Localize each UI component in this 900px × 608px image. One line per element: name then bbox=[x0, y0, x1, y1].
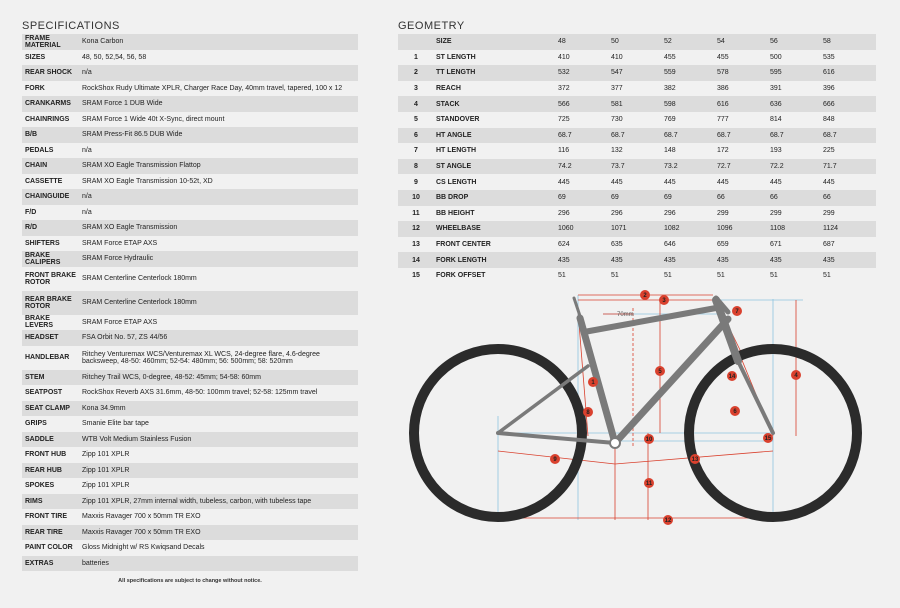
geometry-value: 68.7 bbox=[558, 128, 611, 144]
geometry-value: 435 bbox=[664, 252, 717, 268]
spec-value: SRAM Press-Fit 86.5 DUB Wide bbox=[79, 127, 358, 143]
geometry-value: 445 bbox=[770, 174, 823, 190]
specifications-table bbox=[22, 34, 358, 571]
spec-label: R/D bbox=[22, 220, 79, 236]
bottom-bracket bbox=[610, 438, 620, 448]
spec-label: SADDLE bbox=[22, 432, 79, 448]
geometry-row bbox=[398, 237, 876, 253]
spec-row bbox=[22, 346, 358, 370]
geometry-value: 730 bbox=[611, 112, 664, 128]
spec-row bbox=[22, 174, 358, 190]
spec-row bbox=[22, 509, 358, 525]
spec-label: CHAINRINGS bbox=[22, 112, 79, 128]
geometry-value: 547 bbox=[611, 65, 664, 81]
geometry-heading: GEOMETRY bbox=[398, 20, 465, 32]
geometry-row bbox=[398, 159, 876, 175]
spec-label: BRAKE LEVERS bbox=[22, 315, 79, 331]
geometry-row-number: 3 bbox=[398, 81, 434, 97]
callout-70mm: 70mm bbox=[617, 312, 634, 318]
bike-frame bbox=[498, 298, 773, 443]
geometry-value: 66 bbox=[823, 190, 876, 206]
geometry-row bbox=[398, 252, 876, 268]
spec-row bbox=[22, 447, 358, 463]
geometry-value: 532 bbox=[558, 65, 611, 81]
spec-label: SEAT CLAMP bbox=[22, 401, 79, 417]
bike-geometry-diagram bbox=[398, 286, 876, 526]
svg-text:6: 6 bbox=[733, 409, 737, 416]
geometry-value: 559 bbox=[664, 65, 717, 81]
spec-row bbox=[22, 540, 358, 556]
dimension-badge-3 bbox=[659, 295, 669, 305]
spec-label: FRONT TIRE bbox=[22, 509, 79, 525]
spec-label: B/B bbox=[22, 127, 79, 143]
geometry-value: 72.2 bbox=[770, 159, 823, 175]
geometry-value: 616 bbox=[717, 96, 770, 112]
geometry-label: BB DROP bbox=[434, 190, 558, 206]
svg-text:7: 7 bbox=[735, 309, 739, 316]
geometry-value: 377 bbox=[611, 81, 664, 97]
svg-text:3: 3 bbox=[662, 298, 666, 305]
geometry-value: 66 bbox=[717, 190, 770, 206]
spec-label: RIMS bbox=[22, 494, 79, 510]
spec-value: Gloss Midnight w/ RS Kwiqsand Decals bbox=[79, 540, 358, 556]
spec-row bbox=[22, 127, 358, 143]
spec-label: REAR HUB bbox=[22, 463, 79, 479]
svg-text:14: 14 bbox=[728, 374, 736, 381]
spec-value: Maxxis Ravager 700 x 50mm TR EXO bbox=[79, 509, 358, 525]
geometry-value: 299 bbox=[717, 206, 770, 222]
spec-value: Smanie Elite bar tape bbox=[79, 416, 358, 432]
spec-row bbox=[22, 143, 358, 159]
spec-value: n/a bbox=[79, 189, 358, 205]
geometry-value: 581 bbox=[611, 96, 664, 112]
geometry-label: TT LENGTH bbox=[434, 65, 558, 81]
geometry-value: 299 bbox=[770, 206, 823, 222]
svg-text:9: 9 bbox=[553, 457, 557, 464]
dimension-badges bbox=[550, 290, 801, 525]
spec-value: Zipp 101 XPLR bbox=[79, 463, 358, 479]
spec-value: Ritchey Venturemax WCS/Venturemax XL WCS, 24-degree flare, 4.6-degree backsweep, 48-50: 460mm; 52-54: 480mm; 56: 500mm; 58: 520mm bbox=[79, 346, 358, 370]
geometry-label: FORK LENGTH bbox=[434, 252, 558, 268]
geometry-label: ST LENGTH bbox=[434, 50, 558, 66]
geometry-value: 382 bbox=[664, 81, 717, 97]
geometry-row bbox=[398, 206, 876, 222]
geometry-value: 777 bbox=[717, 112, 770, 128]
dimension-badge-4 bbox=[791, 370, 801, 380]
geometry-row-number: 11 bbox=[398, 206, 434, 222]
geometry-value: 455 bbox=[664, 50, 717, 66]
spec-value: Zipp 101 XPLR bbox=[79, 478, 358, 494]
geometry-label: HT ANGLE bbox=[434, 128, 558, 144]
geometry-value: 68.7 bbox=[823, 128, 876, 144]
geometry-row-number: 14 bbox=[398, 252, 434, 268]
spec-label: CRANKARMS bbox=[22, 96, 79, 112]
geometry-row-number: 6 bbox=[398, 128, 434, 144]
dimension-badge-1 bbox=[588, 377, 598, 387]
spec-value: SRAM XO Eagle Transmission 10-52t, XD bbox=[79, 174, 358, 190]
spec-label: CHAINGUIDE bbox=[22, 189, 79, 205]
geometry-row-number: 5 bbox=[398, 112, 434, 128]
geometry-value: 435 bbox=[611, 252, 664, 268]
spec-label: PAINT COLOR bbox=[22, 540, 79, 556]
geometry-value: 391 bbox=[770, 81, 823, 97]
size-header: 52 bbox=[664, 34, 717, 50]
geometry-num-header bbox=[398, 34, 434, 50]
geometry-value: 68.7 bbox=[664, 128, 717, 144]
geometry-label: REACH bbox=[434, 81, 558, 97]
spec-row bbox=[22, 494, 358, 510]
geometry-value: 1108 bbox=[770, 221, 823, 237]
geometry-value: 71.7 bbox=[823, 159, 876, 175]
geometry-row-number: 10 bbox=[398, 190, 434, 206]
geometry-row bbox=[398, 65, 876, 81]
spec-value: SRAM Centerline Centerlock 180mm bbox=[79, 267, 358, 291]
spec-label: FRONT BRAKE ROTOR bbox=[22, 267, 79, 291]
spec-row bbox=[22, 158, 358, 174]
spec-label: FRAME MATERIAL bbox=[22, 34, 79, 50]
geometry-value: 51 bbox=[558, 268, 611, 284]
spec-row bbox=[22, 370, 358, 386]
geometry-value: 299 bbox=[823, 206, 876, 222]
geometry-row bbox=[398, 268, 876, 284]
spec-value: Maxxis Ravager 700 x 50mm TR EXO bbox=[79, 525, 358, 541]
spec-label: GRIPS bbox=[22, 416, 79, 432]
svg-text:4: 4 bbox=[794, 373, 798, 380]
geometry-row bbox=[398, 143, 876, 159]
spec-row bbox=[22, 525, 358, 541]
spec-value: Ritchey Trail WCS, 0-degree, 48-52: 45mm; 54-58: 60mm bbox=[79, 370, 358, 386]
geometry-value: 848 bbox=[823, 112, 876, 128]
svg-text:12: 12 bbox=[664, 518, 672, 525]
geometry-value: 455 bbox=[717, 50, 770, 66]
dimension-badge-11 bbox=[644, 478, 654, 488]
geometry-label: FRONT CENTER bbox=[434, 237, 558, 253]
size-header: 58 bbox=[823, 34, 876, 50]
spec-value: SRAM Force 1 Wide 40t X-Sync, direct mount bbox=[79, 112, 358, 128]
spec-value: SRAM Force ETAP AXS bbox=[79, 315, 358, 331]
spec-row bbox=[22, 220, 358, 236]
geometry-value: 296 bbox=[611, 206, 664, 222]
spec-row bbox=[22, 96, 358, 112]
spec-label: HEADSET bbox=[22, 330, 79, 346]
spec-label: REAR BRAKE ROTOR bbox=[22, 291, 79, 315]
spec-label: SEATPOST bbox=[22, 385, 79, 401]
geometry-row-number: 7 bbox=[398, 143, 434, 159]
spec-value: SRAM XO Eagle Transmission Flattop bbox=[79, 158, 358, 174]
geometry-value: 566 bbox=[558, 96, 611, 112]
spec-row bbox=[22, 463, 358, 479]
geometry-value: 69 bbox=[664, 190, 717, 206]
geometry-value: 666 bbox=[823, 96, 876, 112]
geometry-label: FORK OFFSET bbox=[434, 268, 558, 284]
geometry-value: 69 bbox=[558, 190, 611, 206]
svg-text:10: 10 bbox=[645, 437, 653, 444]
spec-row bbox=[22, 65, 358, 81]
geometry-value: 68.7 bbox=[770, 128, 823, 144]
geometry-row bbox=[398, 128, 876, 144]
spec-value: batteries bbox=[79, 556, 358, 572]
svg-text:2: 2 bbox=[643, 293, 647, 300]
geometry-label: CS LENGTH bbox=[434, 174, 558, 190]
geometry-value: 1082 bbox=[664, 221, 717, 237]
geometry-value: 72.7 bbox=[717, 159, 770, 175]
spec-label: FRONT HUB bbox=[22, 447, 79, 463]
geometry-row-number: 13 bbox=[398, 237, 434, 253]
geometry-size-label: SIZE bbox=[434, 34, 558, 50]
geometry-value: 435 bbox=[823, 252, 876, 268]
dimension-badge-14 bbox=[727, 371, 737, 381]
spec-value: RockShox Rudy Ultimate XPLR, Charger Race Day, 40mm travel, tapered, 100 x 12 bbox=[79, 81, 358, 97]
geometry-header-row bbox=[398, 34, 876, 50]
geometry-row bbox=[398, 112, 876, 128]
geometry-value: 578 bbox=[717, 65, 770, 81]
size-header: 50 bbox=[611, 34, 664, 50]
geometry-value: 595 bbox=[770, 65, 823, 81]
geometry-value: 68.7 bbox=[611, 128, 664, 144]
geometry-value: 635 bbox=[611, 237, 664, 253]
specifications-heading: SPECIFICATIONS bbox=[22, 20, 120, 32]
spec-value: n/a bbox=[79, 205, 358, 221]
geometry-value: 445 bbox=[664, 174, 717, 190]
geometry-value: 132 bbox=[611, 143, 664, 159]
geometry-value: 1096 bbox=[717, 221, 770, 237]
spec-value: 48, 50, 52,54, 56, 58 bbox=[79, 50, 358, 66]
geometry-value: 1124 bbox=[823, 221, 876, 237]
svg-text:15: 15 bbox=[764, 436, 772, 443]
geometry-row-number: 1 bbox=[398, 50, 434, 66]
dimension-badge-9 bbox=[550, 454, 560, 464]
spec-row bbox=[22, 556, 358, 572]
spec-row bbox=[22, 34, 358, 50]
spec-value: SRAM Centerline Centerlock 180mm bbox=[79, 291, 358, 315]
geometry-value: 51 bbox=[717, 268, 770, 284]
geometry-value: 73.2 bbox=[664, 159, 717, 175]
geometry-row bbox=[398, 190, 876, 206]
geometry-value: 445 bbox=[611, 174, 664, 190]
spec-value: Kona 34.9mm bbox=[79, 401, 358, 417]
geometry-value: 116 bbox=[558, 143, 611, 159]
geometry-value: 68.7 bbox=[717, 128, 770, 144]
spec-value: Zipp 101 XPLR, 27mm internal width, tubeless, carbon, with tubeless tape bbox=[79, 494, 358, 510]
geometry-row bbox=[398, 81, 876, 97]
geometry-value: 814 bbox=[770, 112, 823, 128]
geometry-row bbox=[398, 96, 876, 112]
spec-row bbox=[22, 205, 358, 221]
geometry-row-number: 4 bbox=[398, 96, 434, 112]
svg-text:1: 1 bbox=[591, 380, 595, 387]
geometry-value: 1071 bbox=[611, 221, 664, 237]
spec-row bbox=[22, 112, 358, 128]
geometry-value: 51 bbox=[770, 268, 823, 284]
spec-label: CHAIN bbox=[22, 158, 79, 174]
geometry-value: 1060 bbox=[558, 221, 611, 237]
dimension-badge-7 bbox=[732, 306, 742, 316]
svg-text:11: 11 bbox=[645, 481, 653, 488]
spec-value: FSA Orbit No. 57, ZS 44/56 bbox=[79, 330, 358, 346]
geometry-value: 616 bbox=[823, 65, 876, 81]
spec-value: Zipp 101 XPLR bbox=[79, 447, 358, 463]
geometry-value: 435 bbox=[558, 252, 611, 268]
geometry-value: 69 bbox=[611, 190, 664, 206]
geometry-value: 445 bbox=[558, 174, 611, 190]
dimension-badge-6 bbox=[730, 406, 740, 416]
geometry-value: 296 bbox=[558, 206, 611, 222]
spec-value: SRAM Force ETAP AXS bbox=[79, 236, 358, 252]
geometry-value: 172 bbox=[717, 143, 770, 159]
geometry-label: STACK bbox=[434, 96, 558, 112]
geometry-label: STANDOVER bbox=[434, 112, 558, 128]
geometry-row-number: 12 bbox=[398, 221, 434, 237]
dimension-badge-12 bbox=[663, 515, 673, 525]
size-header: 48 bbox=[558, 34, 611, 50]
spec-label: FORK bbox=[22, 81, 79, 97]
geometry-value: 598 bbox=[664, 96, 717, 112]
spec-label: SIZES bbox=[22, 50, 79, 66]
spec-value: RockShox Reverb AXS 31.6mm, 48-50: 100mm travel; 52-58: 125mm travel bbox=[79, 385, 358, 401]
geometry-row-number: 8 bbox=[398, 159, 434, 175]
geometry-label: ST ANGLE bbox=[434, 159, 558, 175]
svg-text:13: 13 bbox=[691, 457, 699, 464]
geometry-value: 410 bbox=[611, 50, 664, 66]
size-header: 56 bbox=[770, 34, 823, 50]
spec-row bbox=[22, 401, 358, 417]
geometry-value: 445 bbox=[823, 174, 876, 190]
dimension-badge-13 bbox=[690, 454, 700, 464]
spec-value: SRAM Force 1 DUB Wide bbox=[79, 96, 358, 112]
spec-value: n/a bbox=[79, 65, 358, 81]
geometry-value: 659 bbox=[717, 237, 770, 253]
spec-label: HANDLEBAR bbox=[22, 346, 79, 370]
dimension-badge-2 bbox=[640, 290, 650, 300]
size-header: 54 bbox=[717, 34, 770, 50]
svg-text:8: 8 bbox=[586, 410, 590, 417]
geometry-value: 372 bbox=[558, 81, 611, 97]
spec-value: SRAM Force Hydraulic bbox=[79, 251, 358, 267]
spec-row bbox=[22, 81, 358, 97]
geometry-value: 148 bbox=[664, 143, 717, 159]
geometry-label: WHEELBASE bbox=[434, 221, 558, 237]
geometry-value: 687 bbox=[823, 237, 876, 253]
spec-label: BRAKE CALIPERS bbox=[22, 251, 79, 267]
geometry-row-number: 15 bbox=[398, 268, 434, 284]
spec-row bbox=[22, 267, 358, 291]
spec-label: SHIFTERS bbox=[22, 236, 79, 252]
geometry-label: BB HEIGHT bbox=[434, 206, 558, 222]
spec-label: CASSETTE bbox=[22, 174, 79, 190]
geometry-value: 51 bbox=[611, 268, 664, 284]
geometry-row bbox=[398, 221, 876, 237]
geometry-value: 410 bbox=[558, 50, 611, 66]
geometry-row bbox=[398, 174, 876, 190]
spec-row bbox=[22, 385, 358, 401]
geometry-value: 225 bbox=[823, 143, 876, 159]
spec-row bbox=[22, 236, 358, 252]
geometry-value: 725 bbox=[558, 112, 611, 128]
svg-text:5: 5 bbox=[658, 369, 662, 376]
spec-value: Kona Carbon bbox=[79, 34, 358, 50]
geometry-value: 193 bbox=[770, 143, 823, 159]
geometry-value: 435 bbox=[770, 252, 823, 268]
geometry-value: 445 bbox=[717, 174, 770, 190]
disclaimer-note: All specifications are subject to change without notice. bbox=[118, 578, 262, 584]
spec-label: EXTRAS bbox=[22, 556, 79, 572]
geometry-value: 296 bbox=[664, 206, 717, 222]
dimension-badge-10 bbox=[644, 434, 654, 444]
geometry-value: 74.2 bbox=[558, 159, 611, 175]
geometry-row-number: 2 bbox=[398, 65, 434, 81]
spec-row bbox=[22, 416, 358, 432]
spec-row bbox=[22, 189, 358, 205]
geometry-value: 435 bbox=[717, 252, 770, 268]
spec-value: SRAM XO Eagle Transmission bbox=[79, 220, 358, 236]
spec-row bbox=[22, 50, 358, 66]
spec-row bbox=[22, 291, 358, 315]
geometry-value: 73.7 bbox=[611, 159, 664, 175]
spec-value: n/a bbox=[79, 143, 358, 159]
geometry-value: 51 bbox=[823, 268, 876, 284]
geometry-value: 396 bbox=[823, 81, 876, 97]
spec-row bbox=[22, 251, 358, 267]
geometry-value: 386 bbox=[717, 81, 770, 97]
spec-label: REAR TIRE bbox=[22, 525, 79, 541]
geometry-label: HT LENGTH bbox=[434, 143, 558, 159]
spec-label: STEM bbox=[22, 370, 79, 386]
dimension-badge-8 bbox=[583, 407, 593, 417]
geometry-value: 500 bbox=[770, 50, 823, 66]
geometry-value: 51 bbox=[664, 268, 717, 284]
dimension-badge-5 bbox=[655, 366, 665, 376]
geometry-table bbox=[398, 34, 876, 284]
spec-row bbox=[22, 478, 358, 494]
spec-label: PEDALS bbox=[22, 143, 79, 159]
geometry-value: 646 bbox=[664, 237, 717, 253]
spec-row bbox=[22, 330, 358, 346]
dimension-badge-15 bbox=[763, 433, 773, 443]
geometry-row-number: 9 bbox=[398, 174, 434, 190]
geometry-value: 671 bbox=[770, 237, 823, 253]
geometry-value: 636 bbox=[770, 96, 823, 112]
spec-label: REAR SHOCK bbox=[22, 65, 79, 81]
geometry-value: 624 bbox=[558, 237, 611, 253]
geometry-row bbox=[398, 50, 876, 66]
spec-label: F/D bbox=[22, 205, 79, 221]
spec-row bbox=[22, 432, 358, 448]
geometry-value: 769 bbox=[664, 112, 717, 128]
spec-row bbox=[22, 315, 358, 331]
spec-value: WTB Volt Medium Stainless Fusion bbox=[79, 432, 358, 448]
spec-label: SPOKES bbox=[22, 478, 79, 494]
geometry-value: 66 bbox=[770, 190, 823, 206]
geometry-value: 535 bbox=[823, 50, 876, 66]
